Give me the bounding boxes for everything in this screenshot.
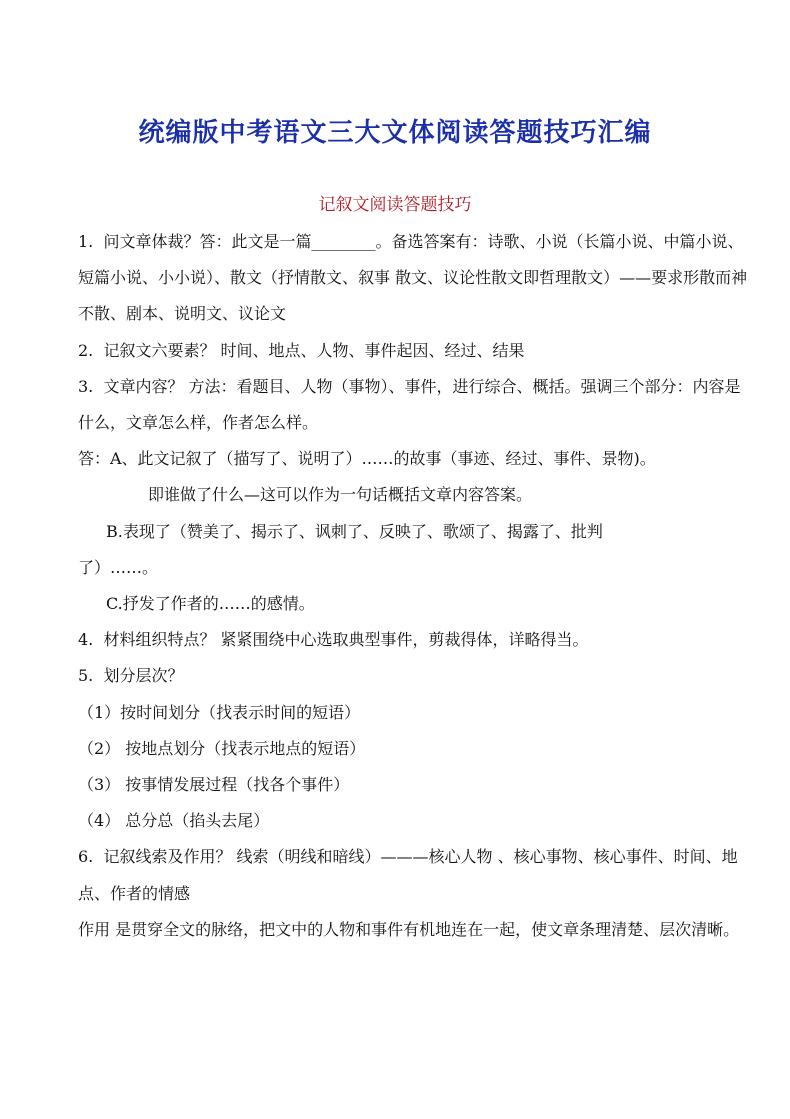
list-item-by-time: （1）按时间划分（找表示时间的短语） [78,702,361,722]
section-title: 记叙文阅读答题技巧 [318,195,472,215]
paragraph-answer-a: 答：A、此文记叙了（描写了、说明了）……的故事（事迹、经过、事件、景物)。 [78,449,656,469]
paragraph-q6-clue: 6. 记叙线索及作用？ 线索（明线和暗线）———核心人物 、核心事物、核心事件、时间、地点、作者的情感 [78,847,738,903]
paragraph-q1-genre: 1. 问文章体裁？答：此文是一篇________。备选答案有：诗歌、小说（长篇小说、中篇小说、短篇小说、小小说）、散文（抒情散文、叙事 散文、议论性散文即哲理散文）——要求形散而神不散、剧本、说明文、议论文 [78,232,748,324]
paragraph-answer-a-note: 即谁做了什么—这可以作为一句话概括文章内容答案。 [148,485,533,505]
list-item-by-process: （3） 按事情发展过程（找各个事件） [78,775,350,795]
paragraph-q4-material: 4. 材料组织特点？ 紧紧围绕中心选取典型事件，剪裁得体，详略得当。 [78,630,589,650]
document-title: 统编版中考语文三大文体阅读答题技巧汇编 [138,118,652,148]
paragraph-q3-content: 3. 文章内容？ 方法：看题目、人物（事物）、事件，进行综合、概括。强调三个部分：内容是什么，文章怎么样，作者怎么样。 [78,376,741,433]
list-item-by-place: （2） 按地点划分（找表示地点的短语） [78,738,366,758]
list-item-general-specific: （4） 总分总（掐头去尾） [78,811,270,831]
paragraph-answer-b-cont: 了）……。 [78,557,159,577]
paragraph-q2-six-elements: 2. 记叙文六要素？ 时间、地点、人物、事件起因、经过、结果 [78,340,525,360]
paragraph-q5-layers: 5. 划分层次？ [78,666,184,686]
paragraph-clue-function: 作用 是贯穿全文的脉络，把文中的人物和事件有机地连在一起，使文章条理清楚、层次清晰。 [78,919,740,939]
paragraph-answer-c: C.抒发了作者的……的感情。 [106,594,315,614]
paragraph-answer-b: B.表现了（赞美了、揭示了、讽刺了、反映了、歌颂了、揭露了、批判 [106,521,603,541]
document-body [78,224,750,948]
